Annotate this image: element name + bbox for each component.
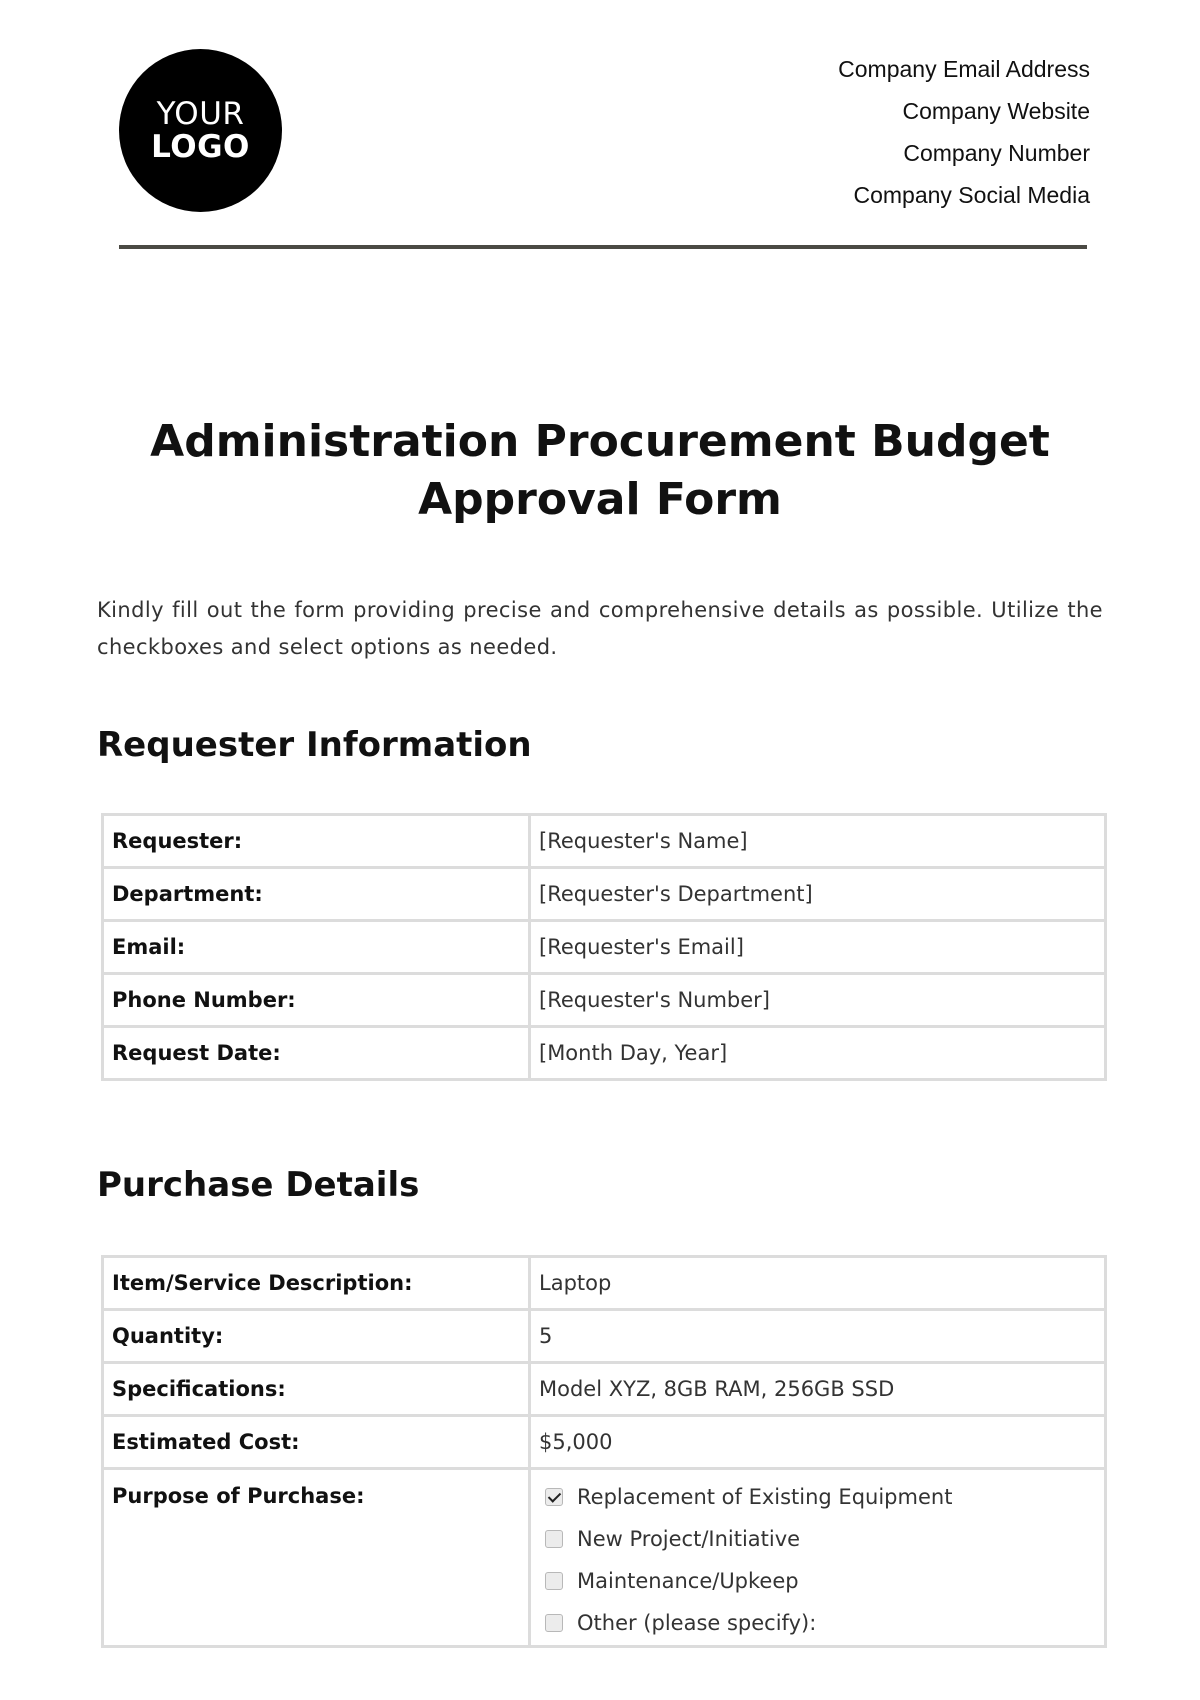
department-label: Department: [103,868,530,921]
purpose-option-replacement[interactable] [539,1476,1096,1518]
checkbox-other[interactable] [545,1614,563,1632]
option-label: New Project/Initiative [577,1527,801,1551]
logo-line-2: LOGO [151,128,250,165]
specifications-field[interactable]: Model XYZ, 8GB RAM, 256GB SSD [530,1363,1106,1416]
option-label: Replacement of Existing Equipment [577,1485,953,1509]
option-label: Other (please specify): [577,1611,817,1635]
request-date-label: Request Date: [103,1027,530,1080]
estimated-cost-field[interactable]: $5,000 [530,1416,1106,1469]
company-logo [119,49,282,212]
table-row [103,1257,1106,1310]
quantity-field[interactable]: 5 [530,1310,1106,1363]
purpose-option-maintenance[interactable] [539,1560,1096,1602]
table-row [103,974,1106,1027]
purpose-option-other[interactable] [539,1602,1096,1644]
requester-name-label: Requester: [103,815,530,868]
table-row [103,1469,1106,1647]
table-row [103,921,1106,974]
checkbox-new-project[interactable] [545,1530,563,1548]
company-website: Company Website [902,98,1090,124]
email-field[interactable]: [Requester's Email] [530,921,1106,974]
checkbox-replacement[interactable] [545,1488,563,1506]
specifications-label: Specifications: [103,1363,530,1416]
logo-line-1: YOUR [156,95,245,132]
checkbox-maintenance[interactable] [545,1572,563,1590]
table-row [103,1416,1106,1469]
email-label: Email: [103,921,530,974]
purchase-section-heading: Purchase Details [97,1165,420,1205]
intro-paragraph: Kindly fill out the form providing precise and comprehensive details as possible. Utilize the checkboxes and select options as needed. [97,598,1103,659]
option-label: Maintenance/Upkeep [577,1569,799,1593]
requester-table [101,813,1107,1081]
purpose-label: Purpose of Purchase: [103,1469,530,1647]
item-description-field[interactable]: Laptop [530,1257,1106,1310]
company-contact-block [838,52,1090,220]
phone-number-label: Phone Number: [103,974,530,1027]
purpose-option-new-project[interactable] [539,1518,1096,1560]
table-row [103,815,1106,868]
purchase-table [101,1255,1107,1648]
requester-section-heading: Requester Information [97,725,532,765]
company-social-media: Company Social Media [853,182,1090,208]
item-description-label: Item/Service Description: [103,1257,530,1310]
company-email: Company Email Address [838,56,1090,82]
table-row [103,1310,1106,1363]
table-row [103,868,1106,921]
estimated-cost-label: Estimated Cost: [103,1416,530,1469]
company-number: Company Number [903,140,1090,166]
table-row [103,1027,1106,1080]
request-date-field[interactable]: [Month Day, Year] [530,1027,1106,1080]
phone-number-field[interactable]: [Requester's Number] [530,974,1106,1027]
header-divider [119,245,1087,249]
purpose-checkbox-list [539,1476,1096,1644]
page-title: Administration Procurement Budget Approval Form [150,416,1050,525]
requester-name-field[interactable]: [Requester's Name] [530,815,1106,868]
department-field[interactable]: [Requester's Department] [530,868,1106,921]
table-row [103,1363,1106,1416]
quantity-label: Quantity: [103,1310,530,1363]
purpose-options [530,1469,1106,1647]
